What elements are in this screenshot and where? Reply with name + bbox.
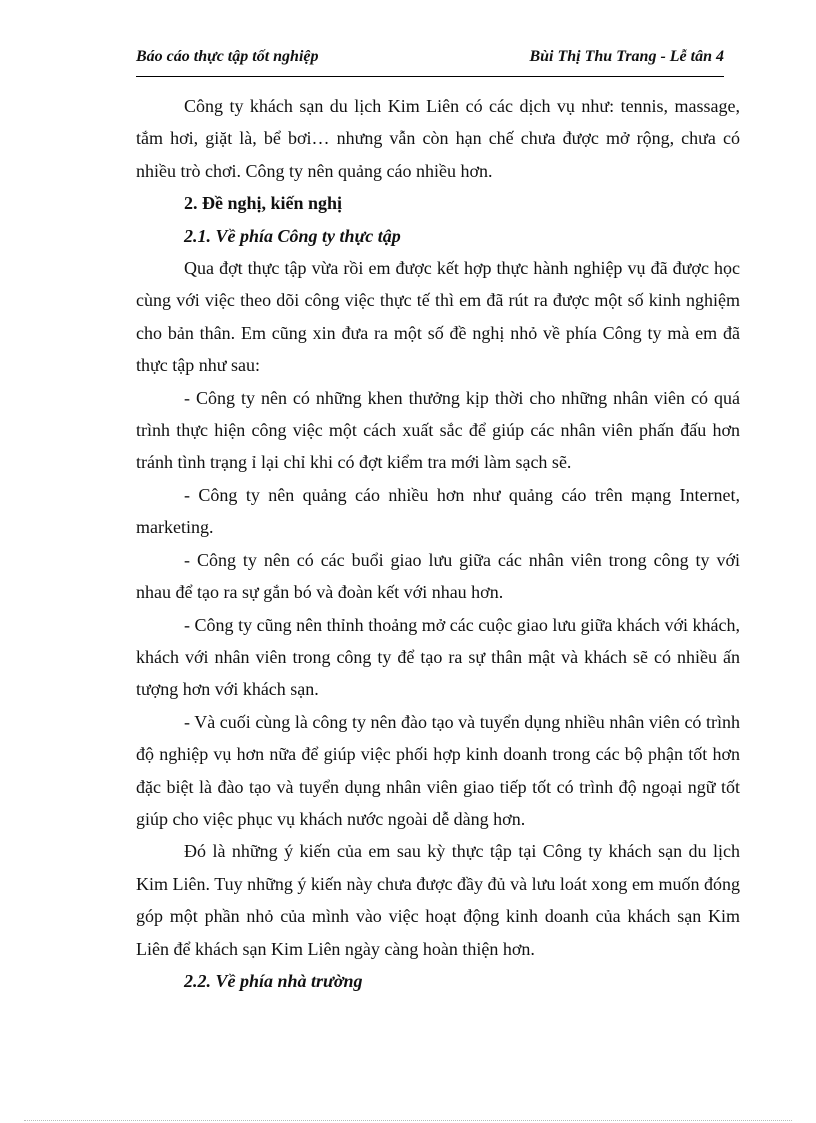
paragraph-conclusion: Đó là những ý kiến của em sau kỳ thực tập tại Công ty khách sạn du lịch Kim Liên. Tuy những ý kiến này chưa được đầy đủ và lưu loát xong em muốn đóng góp một phần nhỏ của mình vào việc hoạt động kinh doanh của khách sạn Kim Liên để khách sạn Kim Liên ngày càng hoàn thiện hơn. — [136, 841, 740, 959]
subsection-heading-school: 2.2. Về phía nhà trường — [184, 970, 363, 991]
page-header — [136, 48, 724, 72]
header-divider — [136, 76, 724, 77]
footer-divider — [24, 1120, 792, 1121]
bullet-rewards: - Công ty nên có những khen thưởng kịp thời cho những nhân viên có quá trình thực hiện công việc một cách xuất sắc để giúp các nhân viên phấn đấu hơn tránh tình trạng ỉ lại chỉ khi có đợt kiểm tra mới làm sạch sẽ. — [136, 387, 740, 473]
bullet-staff-exchange: - Công ty nên có các buổi giao lưu giữa các nhân viên trong công ty với nhau để tạo ra sự gắn bó và đoàn kết với nhau hơn. — [136, 549, 740, 603]
bullet-advertising: - Công ty nên quảng cáo nhiều hơn như quảng cáo trên mạng Internet, marketing. — [136, 484, 740, 538]
bullet-guest-exchange: - Công ty cũng nên thỉnh thoảng mở các cuộc giao lưu giữa khách với khách, khách với nhân viên trong công ty để tạo ra sự thân mật và khách sẽ có nhiều ấn tượng hơn với khách sạn. — [136, 614, 740, 700]
paragraph-services: Công ty khách sạn du lịch Kim Liên có các dịch vụ như: tennis, massage, tắm hơi, giặt là, bể bơi… nhưng vẫn còn hạn chế chưa được mở rộng, chưa có nhiều trò chơi. Công ty nên quảng cáo nhiều hơn. — [136, 96, 740, 181]
document-body — [136, 90, 740, 997]
paragraph-intro: Qua đợt thực tập vừa rồi em được kết hợp thực hành nghiệp vụ đã được học cùng với việc theo dõi công việc thực tế thì em đã rút ra được một số kinh nghiệm cho bản thân. Em cũng xin đưa ra một số đề nghị nhỏ về phía Công ty mà em đã thực tập như sau: — [136, 258, 740, 376]
section-heading-recommendations: 2. Đề nghị, kiến nghị — [184, 193, 343, 214]
subsection-heading-company: 2.1. Về phía Công ty thực tập — [184, 225, 401, 246]
header-author: Bùi Thị Thu Trang - Lễ tân 4 — [529, 48, 724, 65]
header-report-title: Báo cáo thực tập tốt nghiệp — [136, 48, 319, 65]
bullet-training: - Và cuối cùng là công ty nên đào tạo và tuyển dụng nhiều nhân viên có trình độ nghiệp vụ hơn nữa để giúp việc phối hợp kinh doanh trong các bộ phận tốt hơn đặc biệt là đào tạo và tuyển dụng nhân viên giao tiếp tốt có trình độ ngoại ngữ tốt giúp cho việc phục vụ khách nước ngoài dễ dàng hơn. — [136, 711, 740, 829]
